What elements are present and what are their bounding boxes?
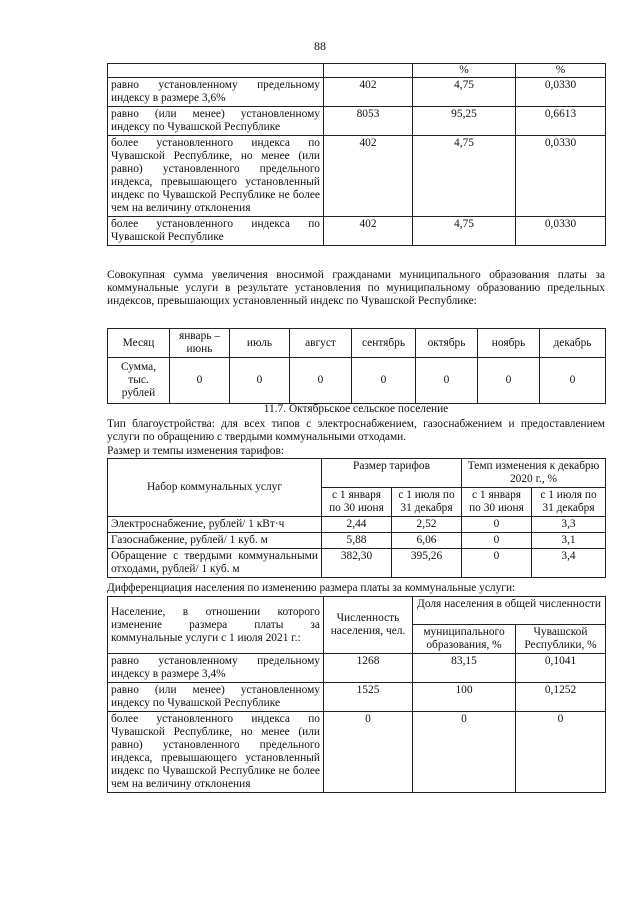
table-row xyxy=(108,533,606,549)
table-row xyxy=(108,217,606,246)
table-header-row xyxy=(108,64,606,78)
header-population: Население, в отношении которого изменение размера платы за коммунальные услуги с 1 июля 2021 г.: xyxy=(108,597,324,654)
row-count: 0 xyxy=(324,712,413,793)
header-service-set: Набор коммунальных услуг xyxy=(108,459,322,517)
population-diff-table-continued xyxy=(107,63,606,246)
table-header-row xyxy=(108,597,606,625)
header-period: с 1 июля по 31 декабря xyxy=(392,488,462,517)
row-label: равно (или менее) установленному индексу по Чувашской Республике xyxy=(108,683,324,712)
value-cell: 0 xyxy=(416,358,478,404)
header-sep: сентябрь xyxy=(352,329,416,358)
header-period: с 1 января по 30 июня xyxy=(322,488,392,517)
tariff-value: 6,06 xyxy=(392,533,462,549)
header-change-rate: Темп изменения к декабрю 2020 г., % xyxy=(462,459,606,488)
row-mun-share: 100 xyxy=(413,683,516,712)
tariff-value: 395,26 xyxy=(392,549,462,578)
row-label: более установленного индекса по Чувашской Республике xyxy=(108,217,324,246)
header-tariff-size: Размер тарифов xyxy=(322,459,462,488)
row-count: 1525 xyxy=(324,683,413,712)
row-count: 8053 xyxy=(324,107,413,136)
population-diff-table xyxy=(107,596,606,793)
row-label: равно установленному предельному индексу в размере 3,6% xyxy=(108,78,324,107)
header-jan-jun: январь – июнь xyxy=(170,329,230,358)
row-rep-share: 0,0330 xyxy=(516,136,606,217)
table-row xyxy=(108,712,606,793)
header-aug: август xyxy=(290,329,352,358)
header-month: Месяц xyxy=(108,329,170,358)
header-dec: декабрь xyxy=(540,329,606,358)
rate-value: 0 xyxy=(462,533,532,549)
table-row xyxy=(108,107,606,136)
header-oct: октябрь xyxy=(416,329,478,358)
row-label: равно установленному предельному индексу в размере 3,4% xyxy=(108,654,324,683)
value-cell: 0 xyxy=(540,358,606,404)
table-cell xyxy=(324,64,413,78)
value-cell: 0 xyxy=(230,358,290,404)
table-cell: % xyxy=(516,64,606,78)
header-period: с 1 июля по 31 декабря xyxy=(532,488,606,517)
table-header-row xyxy=(108,459,606,488)
table-cell xyxy=(108,64,324,78)
row-rep-share: 0 xyxy=(516,712,606,793)
row-mun-share: 4,75 xyxy=(413,136,516,217)
row-rep-share: 0,1041 xyxy=(516,654,606,683)
row-label: Сумма, тыс. рублей xyxy=(108,358,170,404)
table-row xyxy=(108,136,606,217)
row-mun-share: 95,25 xyxy=(413,107,516,136)
header-count: Численность населения, чел. xyxy=(324,597,413,654)
value-cell: 0 xyxy=(352,358,416,404)
row-count: 1268 xyxy=(324,654,413,683)
rate-value: 3,4 xyxy=(532,549,606,578)
row-mun-share: 83,15 xyxy=(413,654,516,683)
row-rep-share: 0,0330 xyxy=(516,217,606,246)
table-row xyxy=(108,517,606,533)
rate-value: 0 xyxy=(462,517,532,533)
tariff-value: 5,88 xyxy=(322,533,392,549)
table-cell: % xyxy=(413,64,516,78)
page-number: 88 xyxy=(314,39,326,53)
table-row xyxy=(108,78,606,107)
table-row xyxy=(108,683,606,712)
value-cell: 0 xyxy=(478,358,540,404)
row-label: более установленного индекса по Чувашской Республике, но менее (или равно) установленного предельного индекса, превышающего установленный индекс по Чувашской Республике не более чем на величину отклонения xyxy=(108,712,324,793)
value-cell: 0 xyxy=(170,358,230,404)
row-count: 402 xyxy=(324,217,413,246)
monthly-sum-table xyxy=(107,328,606,404)
tariffs-table xyxy=(107,458,606,578)
row-mun-share: 4,75 xyxy=(413,217,516,246)
tariff-value: 382,30 xyxy=(322,549,392,578)
service-name: Электроснабжение, рублей/ 1 кВт·ч xyxy=(108,517,322,533)
differentiation-title: Дифференциация населения по изменению размера платы за коммунальные услуги: xyxy=(107,582,516,594)
row-rep-share: 0,6613 xyxy=(516,107,606,136)
header-period: с 1 января по 30 июня xyxy=(462,488,532,517)
header-jul: июль xyxy=(230,329,290,358)
row-label: равно (или менее) установленному индексу по Чувашской Республике xyxy=(108,107,324,136)
header-municipal: муниципального образования, % xyxy=(413,625,516,654)
value-cell: 0 xyxy=(290,358,352,404)
row-count: 402 xyxy=(324,78,413,107)
service-name: Обращение с твердыми коммунальными отходами, рублей/ 1 куб. м xyxy=(108,549,322,578)
rate-value: 0 xyxy=(462,549,532,578)
table-row xyxy=(108,549,606,578)
total-increase-paragraph: Совокупная сумма увеличения вносимой гражданами муниципального образования платы за коммунальные услуги в результате установления по муниципальному образованию предельных индексов, превышающих установленный индекс по Чувашской Республике: xyxy=(107,269,605,307)
row-label: более установленного индекса по Чувашской Республике, но менее (или равно) установленного предельного индекса, превышающего установленный индекс по Чувашской Республике не более чем на величину отклонения xyxy=(108,136,324,217)
row-rep-share: 0,1252 xyxy=(516,683,606,712)
header-nov: ноябрь xyxy=(478,329,540,358)
improvement-type-paragraph: Тип благоустройства: для всех типов с электроснабжением, газоснабжением и предоставлением услуги по обращению с твердыми коммунальными отходами. xyxy=(107,418,605,443)
row-mun-share: 4,75 xyxy=(413,78,516,107)
row-count: 402 xyxy=(324,136,413,217)
header-share: Доля населения в общей численности xyxy=(413,597,606,625)
service-name: Газоснабжение, рублей/ 1 куб. м xyxy=(108,533,322,549)
table-header-row xyxy=(108,329,606,358)
tariff-value: 2,44 xyxy=(322,517,392,533)
table-row xyxy=(108,358,606,404)
row-mun-share: 0 xyxy=(413,712,516,793)
row-rep-share: 0,0330 xyxy=(516,78,606,107)
tariffs-title: Размер и темпы изменения тарифов: xyxy=(107,445,285,457)
rate-value: 3,3 xyxy=(532,517,606,533)
table-row xyxy=(108,654,606,683)
rate-value: 3,1 xyxy=(532,533,606,549)
section-title: 11.7. Октябрьское сельское поселение xyxy=(263,403,449,415)
tariff-value: 2,52 xyxy=(392,517,462,533)
header-republic: Чувашской Республики, % xyxy=(516,625,606,654)
